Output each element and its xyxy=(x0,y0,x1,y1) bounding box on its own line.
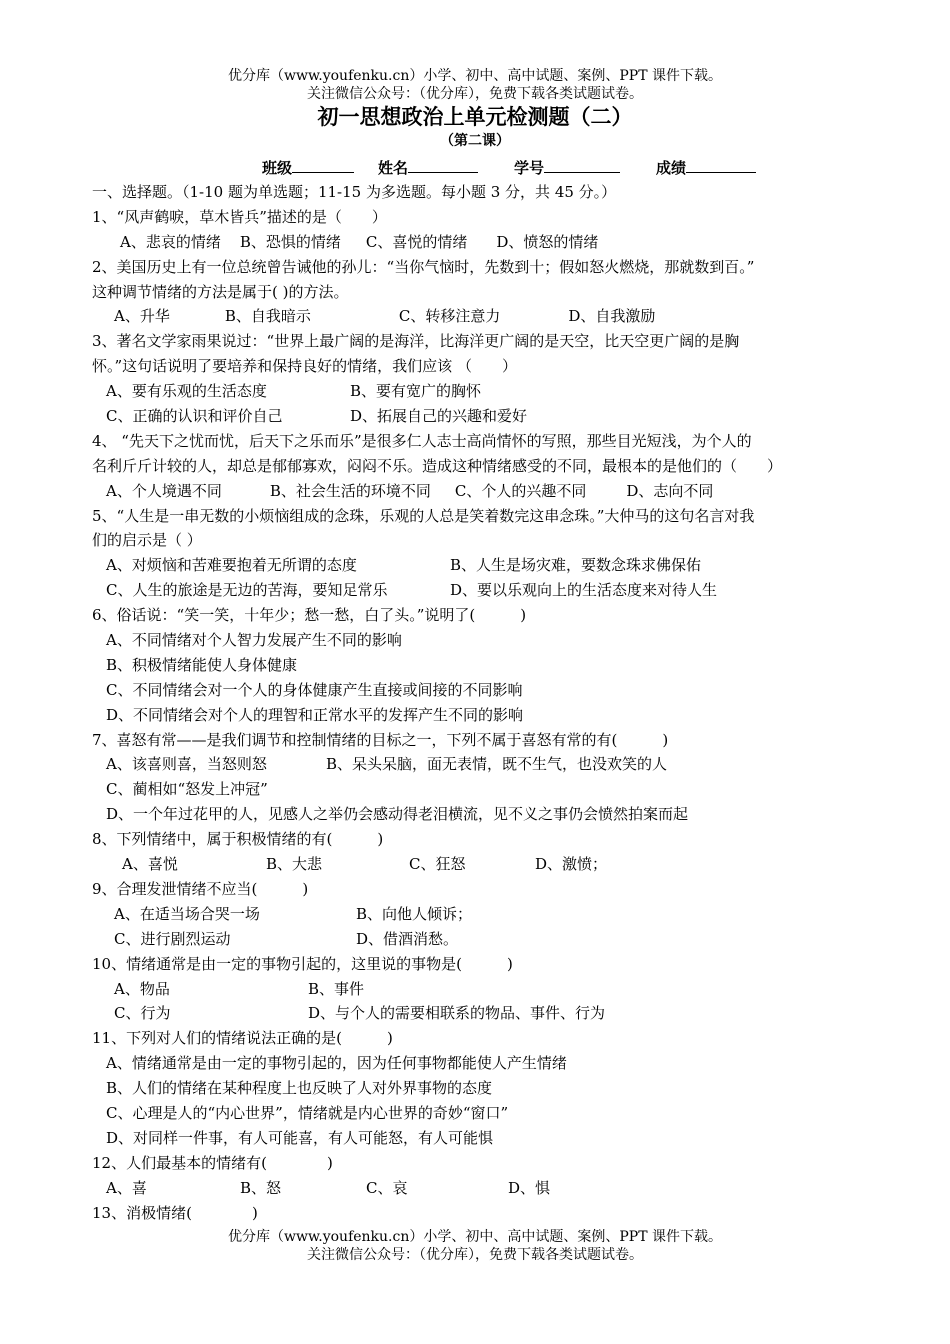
q6-option-a: A、不同情绪对个人智力发展产生不同的影响 xyxy=(106,631,402,650)
q3-option-c: C、正确的认识和评价自己 xyxy=(106,407,283,426)
q4-option-b: B、社会生活的环境不同 xyxy=(269,481,431,500)
q11-option-d: D、对同样一件事，有人可能喜，有人可能怒，有人可能惧 xyxy=(106,1128,494,1147)
q9-stem: 9、合理发泄情绪不应当( ) xyxy=(92,879,309,898)
q1-option-d: D、愤怒的情绪 xyxy=(496,232,599,251)
q3-options-ab xyxy=(92,379,872,404)
q8-option-b: B、大悲 xyxy=(266,855,323,874)
number-label: 学号 xyxy=(514,159,545,177)
q10-option-b: B、事件 xyxy=(308,979,365,998)
q9-options-ab xyxy=(92,902,872,927)
q4-options xyxy=(92,479,872,504)
q9-option-a: A、在适当场合哭一场 xyxy=(114,904,260,923)
q6-stem: 6、俗话说：“笑一笑，十年少；愁一愁，白了头。”说明了( ) xyxy=(92,606,527,625)
q12-option-d: D、惧 xyxy=(508,1178,551,1197)
q11-option-c: C、心理是人的“内心世界”，情绪就是内心世界的奇妙“窗口” xyxy=(106,1103,509,1122)
q1-option-b: B、恐惧的情绪 xyxy=(239,232,341,251)
q7-option-a: A、该喜则喜，当怒则怒 xyxy=(106,755,267,774)
q12-option-b: B、怒 xyxy=(240,1178,282,1197)
page-title: 初一思想政治上单元检测题（二） xyxy=(317,104,633,129)
q13-stem: 13、消极情绪( ) xyxy=(92,1203,258,1222)
student-info-row xyxy=(262,158,822,178)
q8-option-a: A、喜悦 xyxy=(122,855,178,874)
q2-stem-2: 这种调节情绪的方法是属于( )的方法。 xyxy=(92,282,349,301)
q5-option-b: B、人生是场灾难，要数念珠求佛保佑 xyxy=(450,556,702,575)
footer-line-1: 优分库（www.youfenku.cn）小学、初中、高中试题、案例、PPT 课件下载。 xyxy=(227,1229,722,1245)
name-label: 姓名 xyxy=(378,159,409,177)
q12-stem: 12、人们最基本的情绪有( ) xyxy=(92,1153,333,1172)
q8-options xyxy=(92,852,872,877)
page-subtitle: （第二课） xyxy=(440,133,510,149)
q10-options-cd xyxy=(92,1001,872,1026)
q9-option-d: D、借酒消愁。 xyxy=(356,929,459,948)
q3-option-d: D、拓展自己的兴趣和爱好 xyxy=(350,407,528,426)
q1-option-a: A、悲哀的情绪 xyxy=(120,232,221,251)
q7-option-b: B、呆头呆脑，面无表情，既不生气，也没欢笑的人 xyxy=(326,755,668,774)
q8-option-c: C、狂怒 xyxy=(409,855,466,874)
q2-options xyxy=(92,304,872,329)
q3-option-a: A、要有乐观的生活态度 xyxy=(106,382,267,401)
q3-option-b: B、要有宽广的胸怀 xyxy=(350,382,482,401)
name-blank xyxy=(408,158,478,173)
q2-option-b: B、自我暗示 xyxy=(224,307,311,326)
q8-option-d: D、激愤； xyxy=(535,855,608,874)
q5-options-ab xyxy=(92,553,872,578)
q3-stem-1: 3、著名文学家雨果说过：“世界上最广阔的是海洋，比海洋更广阔的是天空，比天空更广阔的是胸 xyxy=(92,332,740,351)
number-blank xyxy=(544,158,620,173)
q6-option-c: C、不同情绪会对一个人的身体健康产生直接或间接的不同影响 xyxy=(106,680,523,699)
q5-stem-2: 们的启示是（ ） xyxy=(92,531,202,550)
q12-option-a: A、喜 xyxy=(106,1178,147,1197)
q5-option-c: C、人生的旅途是无边的苦海，要知足常乐 xyxy=(106,581,388,600)
q2-option-a: A、升华 xyxy=(114,307,170,326)
class-blank xyxy=(292,158,354,173)
class-label: 班级 xyxy=(262,159,293,177)
q9-option-c: C、进行剧烈运动 xyxy=(114,929,231,948)
q7-options-ab xyxy=(92,752,872,777)
q10-option-d: D、与个人的需要相联系的物品、事件、行为 xyxy=(308,1004,606,1023)
q11-option-a: A、情绪通常是由一定的事物引起的，因为任何事物都能使人产生情绪 xyxy=(106,1054,567,1073)
q2-option-d: D、自我激励 xyxy=(568,307,656,326)
header-line-2: 关注微信公众号：（优分库），免费下载各类试题试卷。 xyxy=(307,86,643,102)
footer-line-2: 关注微信公众号：（优分库），免费下载各类试题试卷。 xyxy=(307,1247,643,1263)
q5-stem-1: 5、“人生是一串无数的小烦恼组成的念珠，乐观的人总是笑着数完这串念珠。”大仲马的这句名言对我 xyxy=(92,506,755,525)
q7-stem: 7、喜怒有常——是我们调节和控制情绪的目标之一，下列不属于喜怒有常的有( ) xyxy=(92,730,669,749)
q6-option-d: D、不同情绪会对个人的理智和正常水平的发挥产生不同的影响 xyxy=(106,705,524,724)
q10-stem: 10、情绪通常是由一定的事物引起的，这里说的事物是( ) xyxy=(92,954,513,973)
q3-stem-2: 怀。”这句话说明了要培养和保持良好的情绪，我们应该 （ ） xyxy=(92,357,517,376)
q10-option-c: C、行为 xyxy=(114,1004,171,1023)
q4-stem-2: 名利斤斤计较的人，却总是郁郁寡欢，闷闷不乐。造成这种情绪感受的不同，最根本的是他们的（ ） xyxy=(92,456,783,475)
q10-option-a: A、物品 xyxy=(114,979,170,998)
section-heading: 一、选择题。（1-10 题为单选题；11-15 为多选题。每小题 3 分，共 45 分。） xyxy=(92,183,617,201)
q5-option-a: A、对烦恼和苦难要抱着无所谓的态度 xyxy=(106,556,357,575)
q1-option-c: C、喜悦的情绪 xyxy=(365,232,468,251)
q2-stem-1: 2、美国历史上有一位总统曾告诫他的孙儿：“当你气恼时，先数到十；假如怒火燃烧，那就数到百。” xyxy=(92,257,755,276)
q4-option-d: D、志向不同 xyxy=(626,481,714,500)
q7-option-c: C、蔺相如“怒发上冲冠” xyxy=(106,780,268,799)
q11-stem: 11、下列对人们的情绪说法正确的是( ) xyxy=(92,1029,393,1048)
q1-options xyxy=(92,230,872,255)
q12-option-c: C、哀 xyxy=(366,1178,408,1197)
score-blank xyxy=(686,158,756,173)
number-field xyxy=(514,158,620,178)
class-field xyxy=(262,158,354,178)
q12-options xyxy=(92,1176,872,1201)
q7-option-d: D、一个年过花甲的人，见感人之举仍会感动得老泪横流，见不义之事仍会愤然拍案而起 xyxy=(106,805,689,824)
q5-option-d: D、要以乐观向上的生活态度来对待人生 xyxy=(450,581,718,600)
score-label: 成绩 xyxy=(656,159,687,177)
q1-stem: 1、“风声鹤唳，草木皆兵”描述的是（ ） xyxy=(92,207,387,226)
q6-option-b: B、积极情绪能使人身体健康 xyxy=(106,655,298,674)
q4-stem-1: 4、 “先天下之忧而忧，后天下之乐而乐”是很多仁人志士高尚情怀的写照，那些目光短浅，为个人的 xyxy=(92,431,752,450)
question-content xyxy=(92,180,872,1225)
q8-stem: 8、下列情绪中，属于积极情绪的有( ) xyxy=(92,830,384,849)
name-field xyxy=(378,158,478,178)
q3-options-cd xyxy=(92,404,872,429)
q5-options-cd xyxy=(92,578,872,603)
q9-options-cd xyxy=(92,927,872,952)
q10-options-ab xyxy=(92,977,872,1002)
q9-option-b: B、向他人倾诉； xyxy=(356,904,473,923)
q4-option-c: C、个人的兴趣不同 xyxy=(454,481,587,500)
q4-option-a: A、个人境遇不同 xyxy=(106,481,222,500)
score-field xyxy=(656,158,756,178)
header-line-1: 优分库（www.youfenku.cn）小学、初中、高中试题、案例、PPT 课件下载。 xyxy=(227,68,722,84)
q2-option-c: C、转移注意力 xyxy=(398,307,501,326)
q11-option-b: B、人们的情绪在某种程度上也反映了人对外界事物的态度 xyxy=(106,1079,493,1098)
